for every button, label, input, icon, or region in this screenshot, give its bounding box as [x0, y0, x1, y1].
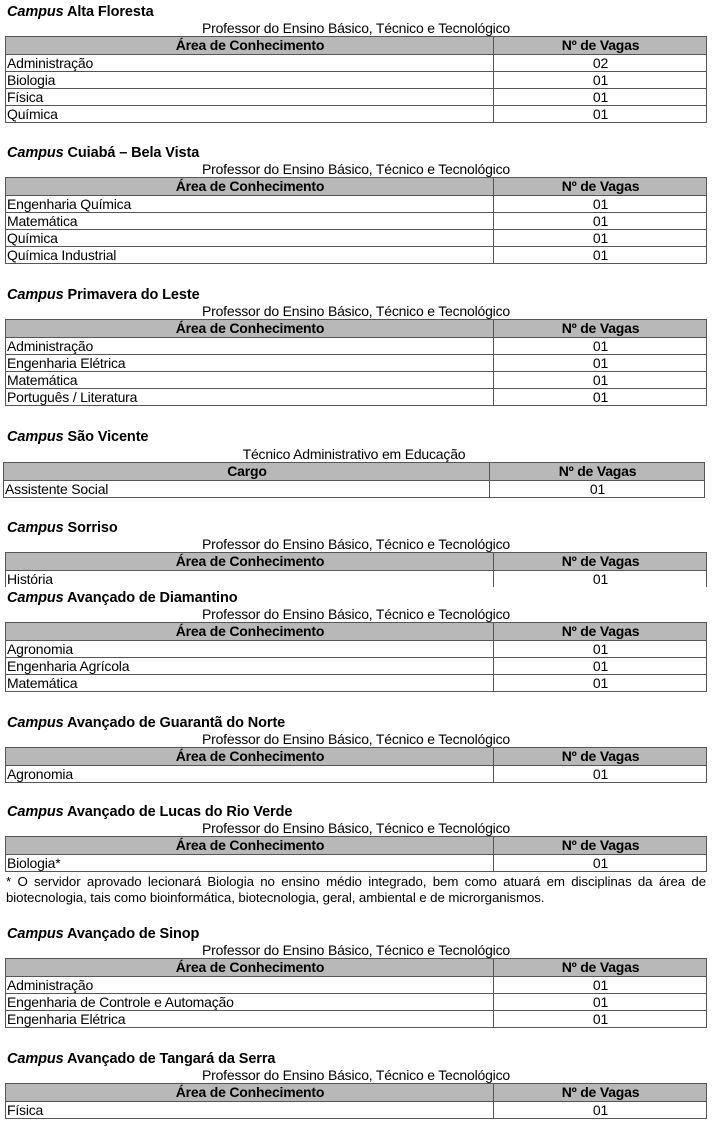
section-subtitle: Professor do Ensino Básico, Técnico e Tecnológico	[202, 820, 510, 836]
area-cell: Química	[6, 106, 494, 123]
campus-title	[7, 286, 200, 304]
column-header-area: Área de Conhecimento	[6, 553, 494, 571]
section-subtitle: Professor do Ensino Básico, Técnico e Tecnológico	[202, 20, 510, 36]
vagas-cell: 01	[494, 1011, 707, 1028]
vagas-cell: 01	[494, 372, 707, 389]
vacancies-table	[5, 747, 707, 783]
campus-name: Avançado de Sinop	[67, 926, 200, 942]
campus-title	[7, 714, 285, 732]
column-header-vagas: Nº de Vagas	[494, 623, 707, 641]
table-row	[6, 977, 707, 994]
vacancies-table	[5, 622, 707, 692]
table-row	[6, 641, 707, 658]
campus-title	[7, 519, 118, 537]
table-header-row	[6, 837, 707, 855]
column-header-area: Área de Conhecimento	[6, 748, 494, 766]
vagas-cell: 01	[494, 571, 707, 588]
table-row	[6, 766, 707, 783]
table-row	[6, 213, 707, 230]
area-cell: Física	[6, 89, 494, 106]
column-header-vagas: Nº de Vagas	[490, 463, 705, 481]
column-header-area: Área de Conhecimento	[6, 959, 494, 977]
campus-name: Sorriso	[67, 520, 118, 536]
table-row	[6, 106, 707, 123]
vagas-cell: 01	[494, 72, 707, 89]
vacancies-table	[5, 958, 707, 1028]
campus-name: São Vicente	[67, 429, 149, 445]
vagas-cell: 01	[494, 230, 707, 247]
area-cell: Administração	[6, 977, 494, 994]
table-row	[6, 571, 707, 588]
vagas-cell: 01	[490, 481, 705, 498]
table-header-row	[6, 320, 707, 338]
section-subtitle: Professor do Ensino Básico, Técnico e Tecnológico	[202, 303, 510, 319]
campus-name: Avançado de Diamantino	[67, 590, 238, 606]
table-row	[6, 389, 707, 406]
area-cell: Português / Literatura	[6, 389, 494, 406]
column-header-vagas: Nº de Vagas	[494, 1084, 707, 1102]
area-cell: Matemática	[6, 675, 494, 692]
area-cell: História	[6, 571, 494, 588]
column-header-area: Área de Conhecimento	[6, 320, 494, 338]
vagas-cell: 01	[494, 855, 707, 872]
vacancies-table	[5, 552, 707, 587]
table-row	[6, 994, 707, 1011]
table-row	[6, 855, 707, 872]
column-header-area: Área de Conhecimento	[6, 178, 494, 196]
campus-label: Campus	[7, 926, 64, 942]
vacancies-table	[5, 1083, 707, 1119]
vagas-cell: 01	[494, 196, 707, 213]
table-header-row	[6, 1084, 707, 1102]
table-header-row	[6, 623, 707, 641]
campus-label: Campus	[7, 715, 64, 731]
vacancies-table	[5, 36, 707, 123]
table-row	[6, 196, 707, 213]
table-row	[6, 89, 707, 106]
area-cell: Agronomia	[6, 766, 494, 783]
area-cell: Matemática	[6, 213, 494, 230]
campus-label: Campus	[7, 4, 64, 20]
column-header-area: Área de Conhecimento	[6, 623, 494, 641]
column-header-vagas: Nº de Vagas	[494, 748, 707, 766]
vagas-cell: 01	[494, 994, 707, 1011]
vagas-cell: 01	[494, 977, 707, 994]
area-cell: Engenharia Elétrica	[6, 1011, 494, 1028]
table-row	[6, 355, 707, 372]
vagas-cell: 01	[494, 675, 707, 692]
area-cell: Química Industrial	[6, 247, 494, 264]
table-row	[4, 481, 705, 498]
table-header-row	[6, 553, 707, 571]
vacancies-table	[5, 319, 707, 406]
vagas-cell: 01	[494, 641, 707, 658]
area-cell: Administração	[6, 55, 494, 72]
table-header-row	[6, 959, 707, 977]
column-header-vagas: Nº de Vagas	[494, 37, 707, 55]
table-header-row	[6, 178, 707, 196]
vagas-cell: 01	[494, 338, 707, 355]
campus-name: Primavera do Leste	[67, 287, 200, 303]
area-cell: Matemática	[6, 372, 494, 389]
area-cell: Química	[6, 230, 494, 247]
table-header-row	[6, 37, 707, 55]
campus-label: Campus	[7, 287, 64, 303]
vagas-cell: 01	[494, 389, 707, 406]
column-header-vagas: Nº de Vagas	[494, 178, 707, 196]
area-cell: Administração	[6, 338, 494, 355]
campus-name: Cuiabá – Bela Vista	[67, 145, 200, 161]
cargo-cell: Assistente Social	[4, 481, 490, 498]
table-row	[6, 372, 707, 389]
vagas-cell: 01	[494, 213, 707, 230]
table-row	[6, 338, 707, 355]
area-cell: Engenharia de Controle e Automação	[6, 994, 494, 1011]
section-subtitle: Professor do Ensino Básico, Técnico e Tecnológico	[202, 942, 510, 958]
column-header-area: Área de Conhecimento	[6, 37, 494, 55]
section-subtitle: Professor do Ensino Básico, Técnico e Tecnológico	[202, 1067, 510, 1083]
section-subtitle: Técnico Administrativo em Educação	[242, 446, 466, 462]
campus-label: Campus	[7, 804, 64, 820]
campus-label: Campus	[7, 1051, 64, 1067]
column-header-vagas: Nº de Vagas	[494, 320, 707, 338]
vacancies-table	[3, 462, 705, 498]
campus-label: Campus	[7, 520, 64, 536]
vacancies-table	[5, 177, 707, 264]
column-header-vagas: Nº de Vagas	[494, 959, 707, 977]
table-header-row	[4, 463, 705, 481]
campus-title	[7, 589, 238, 607]
vagas-cell: 01	[494, 1102, 707, 1119]
column-header-area: Área de Conhecimento	[6, 1084, 494, 1102]
column-header-vagas: Nº de Vagas	[494, 553, 707, 571]
vagas-cell: 01	[494, 247, 707, 264]
section-subtitle: Professor do Ensino Básico, Técnico e Tecnológico	[202, 731, 510, 747]
campus-title	[7, 3, 154, 21]
campus-name: Avançado de Tangará da Serra	[67, 1051, 276, 1067]
table-row	[6, 1011, 707, 1028]
column-header-vagas: Nº de Vagas	[494, 837, 707, 855]
footnote: * O servidor aprovado lecionará Biologia no ensino médio integrado, bem como atuará em disciplinas da área de biotecnologia, tais como bioinformática, biotecnologia, geral, ambiental e de microrganismos.	[6, 874, 706, 905]
vagas-cell: 01	[494, 766, 707, 783]
area-cell: Física	[6, 1102, 494, 1119]
campus-title	[7, 428, 148, 446]
table-row	[6, 247, 707, 264]
section-subtitle: Professor do Ensino Básico, Técnico e Tecnológico	[202, 606, 510, 622]
campus-name: Alta Floresta	[67, 4, 154, 20]
campus-title	[7, 803, 292, 821]
section-subtitle: Professor do Ensino Básico, Técnico e Tecnológico	[202, 536, 510, 552]
campus-title	[7, 144, 199, 162]
area-cell: Agronomia	[6, 641, 494, 658]
vagas-cell: 01	[494, 355, 707, 372]
table-header-row	[6, 748, 707, 766]
vagas-cell: 01	[494, 106, 707, 123]
column-header-cargo: Cargo	[4, 463, 490, 481]
campus-name: Avançado de Lucas do Rio Verde	[67, 804, 293, 820]
vacancies-table	[5, 836, 707, 872]
campus-label: Campus	[7, 145, 64, 161]
area-cell: Engenharia Agrícola	[6, 658, 494, 675]
table-row	[6, 1102, 707, 1119]
area-cell: Biologia	[6, 72, 494, 89]
campus-title	[7, 925, 199, 943]
table-row	[6, 55, 707, 72]
vagas-cell: 01	[494, 658, 707, 675]
vagas-cell: 01	[494, 89, 707, 106]
vagas-cell: 02	[494, 55, 707, 72]
campus-title	[7, 1050, 275, 1068]
section-subtitle: Professor do Ensino Básico, Técnico e Tecnológico	[202, 161, 510, 177]
table-row	[6, 675, 707, 692]
table-row	[6, 230, 707, 247]
column-header-area: Área de Conhecimento	[6, 837, 494, 855]
area-cell: Engenharia Química	[6, 196, 494, 213]
campus-name: Avançado de Guarantã do Norte	[67, 715, 286, 731]
area-cell: Engenharia Elétrica	[6, 355, 494, 372]
table-row	[6, 72, 707, 89]
table-row	[6, 658, 707, 675]
campus-label: Campus	[7, 590, 64, 606]
campus-label: Campus	[7, 429, 64, 445]
area-cell: Biologia*	[6, 855, 494, 872]
